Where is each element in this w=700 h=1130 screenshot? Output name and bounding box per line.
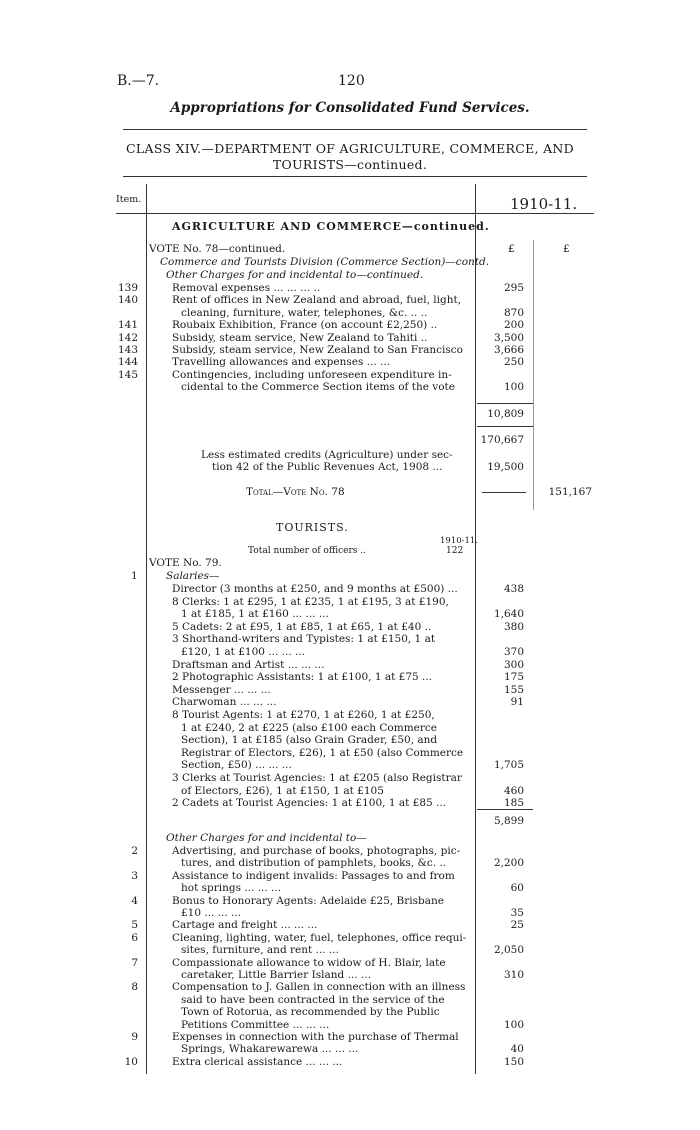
item-amount: 3,666 (493, 344, 524, 356)
item-description: sites, furniture, and rent ... ... (181, 944, 339, 957)
item-description: Springs, Whakarewarewa ... ... ... (181, 1043, 359, 1056)
item-description: Town of Rotorua, as recommended by the Public (181, 1006, 440, 1019)
vote-78-heading: VOTE No. 78—continued. (149, 243, 286, 255)
item-description: Registrar of Electors, £26), 1 at £50 (also Commerce (181, 746, 464, 759)
item-amount: 295 (503, 282, 524, 294)
item-description: £10 ... ... ... (181, 907, 242, 919)
item-description: tures, and distribution of pamphlets, books, &c. .. (181, 857, 447, 870)
item-description: Travelling allowances and expenses ... ... (172, 356, 391, 369)
document-reference: B.—7. (117, 73, 160, 89)
item-description: 5 Cadets: 2 at £95, 1 at £85, 1 at £65, 1 at £40 .. (172, 620, 432, 633)
item-description: 1 at £185, 1 at £160 ... ... ... (181, 608, 329, 621)
item-description: 3 Clerks at Tourist Agencies: 1 at £205 (also Registrar (172, 772, 462, 784)
item-number: 7 (131, 956, 138, 969)
total-vote-78: 151,167 (548, 486, 592, 498)
item-description: Draftsman and Artist ... ... ... (172, 658, 325, 671)
item-description: Removal expenses ... ... ... .. (172, 282, 321, 294)
item-amount: 91 (510, 696, 524, 709)
vote-79-heading: VOTE No. 79. (149, 557, 222, 569)
item-description: said to have been contracted in the service of the (181, 993, 445, 1006)
item-number: 144 (118, 356, 139, 369)
item-description: hot springs ... ... ... (181, 882, 282, 895)
subtotal-rule-1 (477, 403, 533, 404)
item-amount: 460 (503, 784, 524, 797)
currency-symbol-a: £ (508, 243, 515, 255)
credits-line2: tion 42 of the Public Revenues Act, 1908 ... (212, 461, 443, 473)
table-header-rule (116, 213, 594, 214)
item-description: Extra clerical assistance ... ... ... (172, 1055, 343, 1068)
item-amount: 175 (503, 671, 524, 684)
item-description: 2 Cadets at Tourist Agencies: 1 at £100, 1 at £85 ... (172, 797, 447, 810)
item-description: Compassionate allowance to widow of H. Blair, late (172, 956, 446, 969)
item-amount: 35 (510, 907, 524, 919)
item-description: 1 at £240, 2 at £225 (also £100 each Commerce (181, 721, 437, 734)
salaries-item-number: 1 (131, 570, 138, 582)
year-column-header: 1910-11. (510, 195, 578, 213)
item-amount: 100 (503, 381, 524, 394)
salaries-total: 5,899 (493, 815, 524, 827)
item-amount: 310 (503, 969, 524, 981)
item-description: Rent of offices in New Zealand and abroad, fuel, light, (172, 294, 462, 307)
item-description: Subsidy, steam service, New Zealand to San Francisco (172, 344, 463, 356)
item-number: 145 (118, 368, 139, 381)
item-description: cleaning, furniture, water, telephones, &c. .. .. (181, 306, 428, 319)
item-description: 8 Clerks: 1 at £295, 1 at £235, 1 at £195, 3 at £190, (172, 595, 449, 608)
page-title: Appropriations for Consolidated Fund Services. (170, 100, 530, 116)
item-number: 141 (118, 319, 139, 332)
item-description: Contingencies, including unforeseen expenditure in- (172, 368, 452, 381)
item-amount: 250 (503, 356, 524, 369)
item-amount: 870 (503, 306, 524, 319)
salaries-rule (477, 809, 533, 810)
class-heading-line2: TOURISTS—continued. (272, 157, 428, 172)
subtotal-rule-2 (477, 426, 533, 427)
item-description: Advertising, and purchase of books, photographs, pic- (172, 845, 461, 857)
salaries-heading: Salaries— (166, 570, 220, 582)
other-charges-heading-2: Other Charges for and incidental to— (166, 832, 367, 844)
currency-symbol-b: £ (563, 243, 570, 255)
item-description: 3 Shorthand-writers and Typistes: 1 at £150, 1 at (172, 633, 436, 646)
item-description: Compensation to J. Gallen in connection with an illness (172, 981, 466, 994)
item-description: Charwoman ... ... ... (172, 696, 277, 709)
item-column-header: Item. (116, 194, 142, 205)
item-amount: 100 (503, 1018, 524, 1031)
item-description: Cleaning, lighting, water, fuel, telephones, office requi- (172, 931, 467, 944)
item-description: Assistance to indigent invalids: Passages to and from (172, 869, 455, 882)
item-amount: 2,050 (493, 944, 524, 957)
section-title-agriculture: AGRICULTURE AND COMMERCE—continued. (172, 220, 490, 233)
total-dash (482, 492, 526, 493)
item-amount: 1,640 (493, 608, 524, 621)
item-description: Messenger ... ... ... (172, 683, 271, 696)
item-amount: 155 (503, 683, 524, 696)
item-description: cidental to the Commerce Section items of the vote (181, 381, 455, 394)
credits-amount: 19,500 (487, 461, 524, 473)
item-number: 8 (131, 981, 138, 994)
item-number: 9 (131, 1031, 138, 1043)
top-rule (123, 129, 587, 130)
item-amount: 3,500 (493, 331, 524, 344)
item-amount: 40 (510, 1043, 524, 1056)
item-amount: 370 (503, 646, 524, 658)
credits-line1: Less estimated credits (Agriculture) under sec- (201, 449, 453, 461)
item-number: 143 (118, 344, 139, 356)
item-amount: 2,200 (493, 857, 524, 870)
total-vote-78-label: Total—Vote No. 78 (246, 486, 345, 498)
item-description: £120, 1 at £100 ... ... ... (181, 646, 306, 658)
item-amount: 150 (503, 1055, 524, 1068)
item-description: 2 Photographic Assistants: 1 at £100, 1 at £75 ... (172, 671, 433, 684)
item-description: Section, £50) ... ... ... (181, 759, 292, 772)
item-description: Subsidy, steam service, New Zealand to Tahiti .. (172, 331, 428, 344)
item-column-divider (146, 184, 147, 1074)
item-amount: 185 (503, 797, 524, 810)
class-heading-line1: CLASS XIV.—DEPARTMENT OF AGRICULTURE, COMMERCE, AND (126, 141, 574, 156)
heading-rule (123, 176, 587, 177)
officers-count: 122 (446, 546, 464, 556)
item-number: 6 (131, 931, 138, 944)
item-description: caretaker, Little Barrier Island ... ... (181, 969, 371, 981)
item-amount: 25 (510, 919, 524, 932)
section1-gross: 170,667 (480, 434, 524, 446)
item-amount: 200 (503, 319, 524, 332)
item-description: Expenses in connection with the purchase of Thermal (172, 1031, 459, 1043)
item-number: 139 (118, 282, 139, 294)
section-title-tourists: TOURISTS. (276, 521, 349, 534)
item-amount: 60 (510, 882, 524, 895)
item-number: 3 (131, 869, 138, 882)
item-description: Director (3 months at £250, and 9 months at £500) ... (172, 583, 458, 595)
item-description: Cartage and freight ... ... ... (172, 919, 318, 932)
officers-year: 1910-11. (440, 536, 479, 546)
item-description: of Electors, £26), 1 at £150, 1 at £105 (181, 784, 384, 797)
item-description: Section), 1 at £185 (also Grain Grader, £50, and (181, 734, 438, 747)
item-description: Roubaix Exhibition, France (on account £2,250) .. (172, 319, 438, 332)
item-number: 4 (131, 894, 138, 907)
section1-subtotal: 10,809 (487, 408, 524, 420)
item-description: 8 Tourist Agents: 1 at £270, 1 at £260, 1 at £250, (172, 709, 435, 721)
item-number: 140 (118, 294, 139, 307)
amount-column-divider-left (475, 184, 476, 1074)
item-description: Bonus to Honorary Agents: Adelaide £25, Brisbane (172, 894, 444, 907)
item-number: 10 (124, 1055, 138, 1068)
item-description: Petitions Committee ... ... ... (181, 1018, 330, 1031)
item-number: 142 (118, 331, 139, 344)
item-amount: 438 (503, 583, 524, 595)
amount-column-divider-mid (533, 240, 534, 510)
other-charges-heading: Other Charges for and incidental to—continued. (166, 269, 424, 281)
officers-label: Total number of officers .. (248, 546, 366, 556)
commerce-division-heading: Commerce and Tourists Division (Commerce Section)—contd. (160, 256, 490, 268)
item-number: 2 (131, 845, 138, 857)
item-amount: 300 (503, 658, 524, 671)
item-number: 5 (131, 919, 138, 932)
item-amount: 380 (503, 620, 524, 633)
item-amount: 1,705 (493, 759, 524, 772)
page-number: 120 (338, 73, 365, 89)
